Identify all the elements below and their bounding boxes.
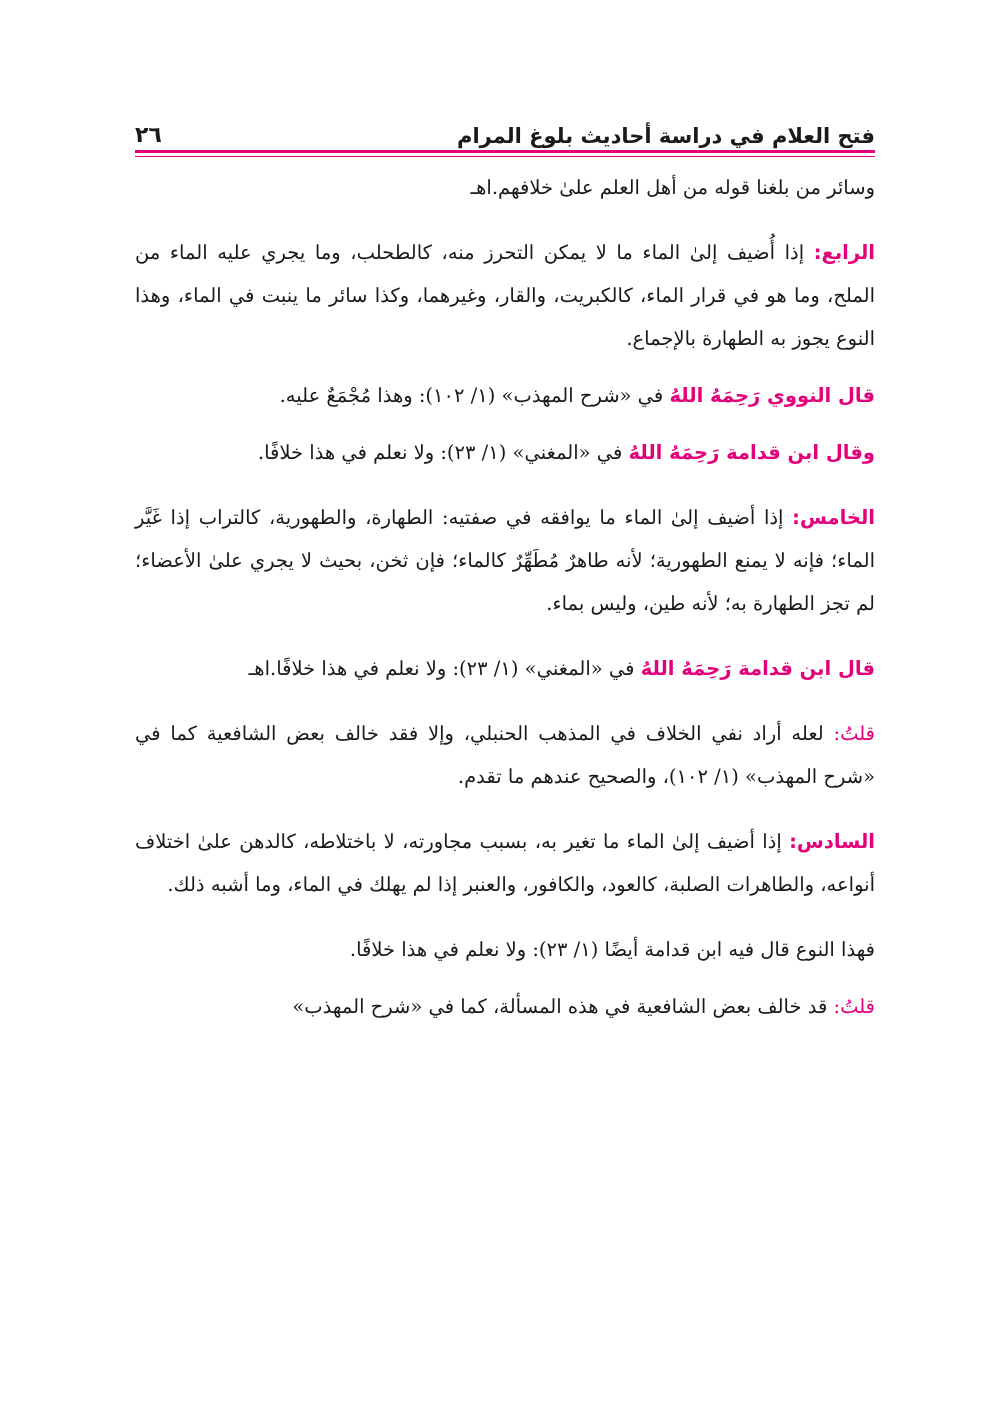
paragraph-sixth: السادس: إذا أضيف إلىٰ الماء ما تغير به، بسبب مجاورته، لا باختلاطه، كالدهن علىٰ اختلاف أنواعه، والطاهرات الصلبة، كالعود، والكافور، والعنبر إذا لم يهلك في الماء، وما أشبه ذلك. bbox=[135, 830, 875, 896]
paragraph-continuation: وسائر من بلغنا قوله من أهل العلم علىٰ خلافهم.اهـ bbox=[470, 176, 875, 199]
paragraph-ibn-qudama-quote-2: قال ابن قدامة رَحِمَهُ اللهُ في «المغني» (١/ ٢٣): ولا نعلم في هذا خلافًا.اهـ bbox=[248, 657, 875, 680]
author-note-label: قلتُ: bbox=[833, 995, 875, 1018]
running-title: فتح العلام في دراسة أحاديث بلوغ المرام bbox=[457, 124, 875, 148]
page-header bbox=[135, 108, 875, 148]
section-label: الخامس: bbox=[792, 506, 875, 529]
paragraph-nawawi-quote: قال النووي رَحِمَهُ اللهُ في «شرح المهذب» (١/ ١٠٢): وهذا مُجْمَعٌ عليه. bbox=[279, 384, 875, 407]
paragraph-author-note-2: قلتُ: قد خالف بعض الشافعية في هذه المسألة، كما في «شرح المهذب» bbox=[292, 995, 875, 1018]
quote-label: وقال ابن قدامة رَحِمَهُ اللهُ bbox=[628, 441, 875, 464]
quote-label: قال ابن قدامة رَحِمَهُ اللهُ bbox=[640, 657, 875, 680]
paragraph-author-note: قلتُ: لعله أراد نفي الخلاف في المذهب الحنبلي، وإلا فقد خالف بعض الشافعية كما في «شرح المهذب» (١/ ١٠٢)، والصحيح عندهم ما تقدم. bbox=[135, 722, 875, 788]
page-body bbox=[135, 166, 875, 1028]
author-note-label: قلتُ: bbox=[833, 722, 875, 745]
header-rule-thin bbox=[135, 156, 875, 157]
paragraph-fifth: الخامس: إذا أضيف إلىٰ الماء ما يوافقه في صفتيه: الطهارة، والطهورية، كالتراب إذا غَيَّر الماء؛ فإنه لا يمنع الطهورية؛ لأنه طاهرٌ مُطَهِّرٌ كالماء؛ فإن ثخن، بحيث لا يجري علىٰ الأعضاء؛ لم تجز الطهارة به؛ لأنه طين، وليس بماء. bbox=[135, 506, 875, 615]
quote-label: قال النووي رَحِمَهُ اللهُ bbox=[669, 384, 875, 407]
section-label: السادس: bbox=[789, 830, 875, 853]
header-rule-thick bbox=[135, 150, 875, 153]
paragraph-sixth-ruling: فهذا النوع قال فيه ابن قدامة أيضًا (١/ ٢٣): ولا نعلم في هذا خلافًا. bbox=[349, 938, 875, 961]
section-label: الرابع: bbox=[813, 241, 875, 264]
paragraph-fourth: الرابع: إذا أُضيف إلىٰ الماء ما لا يمكن التحرز منه، كالطحلب، وما يجري عليه الماء من الملح، وما هو في قرار الماء، كالكبريت، والقار، وغيرهما، وكذا سائر ما ينبت في الماء، وهذا النوع يجوز به الطهارة بالإجماع. bbox=[135, 241, 875, 350]
paragraph-ibn-qudama-quote: وقال ابن قدامة رَحِمَهُ اللهُ في «المغني» (١/ ٢٣): ولا نعلم في هذا خلافًا. bbox=[257, 441, 875, 464]
page-number: ٢٦ bbox=[135, 123, 162, 148]
